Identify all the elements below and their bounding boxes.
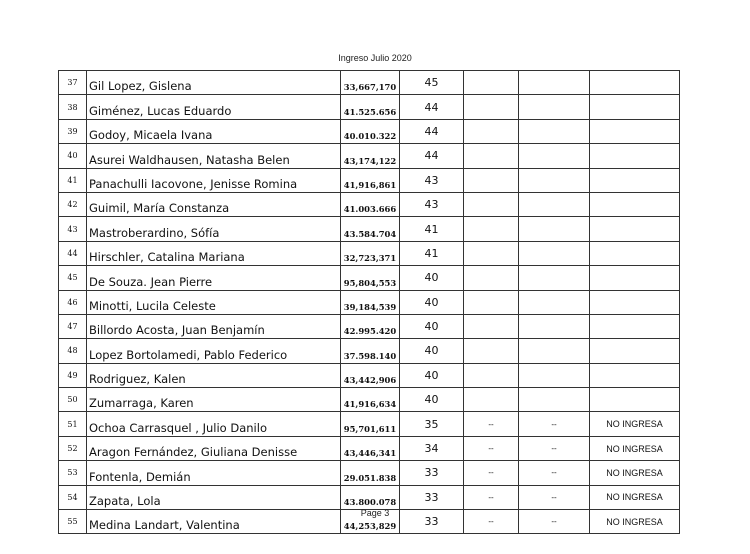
table-row xyxy=(59,485,680,509)
column-b-value: -- xyxy=(519,485,590,509)
column-a-value xyxy=(464,119,519,143)
student-name: Guimil, María Constanza xyxy=(87,192,341,216)
student-name: Godoy, Micaela Ivana xyxy=(87,119,341,143)
dni-number: 41.003.666 xyxy=(341,192,400,216)
row-number: 55 xyxy=(59,510,87,534)
dni-number: 43,442,906 xyxy=(341,363,400,387)
score: 43 xyxy=(400,192,464,216)
admission-status xyxy=(590,192,680,216)
score: 40 xyxy=(400,388,464,412)
score: 40 xyxy=(400,290,464,314)
table-row xyxy=(59,436,680,460)
row-number: 47 xyxy=(59,314,87,338)
column-b-value xyxy=(519,71,590,95)
score: 34 xyxy=(400,436,464,460)
student-name: Fontenla, Demián xyxy=(87,461,341,485)
student-name: Lopez Bortolamedi, Pablo Federico xyxy=(87,339,341,363)
student-name: Mastroberardino, Sófía xyxy=(87,217,341,241)
student-name: Medina Landart, Valentina xyxy=(87,510,341,534)
column-b-value xyxy=(519,388,590,412)
table-row xyxy=(59,388,680,412)
column-b-value xyxy=(519,314,590,338)
student-name: Minotti, Lucila Celeste xyxy=(87,290,341,314)
admission-status xyxy=(590,95,680,119)
dni-number: 95,701,611 xyxy=(341,412,400,436)
column-a-value xyxy=(464,363,519,387)
student-name: Zumarraga, Karen xyxy=(87,388,341,412)
column-a-value: -- xyxy=(464,436,519,460)
column-a-value xyxy=(464,217,519,241)
score: 41 xyxy=(400,241,464,265)
score: 40 xyxy=(400,266,464,290)
score: 33 xyxy=(400,461,464,485)
score: 33 xyxy=(400,510,464,534)
dni-number: 41,916,634 xyxy=(341,388,400,412)
column-b-value xyxy=(519,168,590,192)
student-name: Giménez, Lucas Eduardo xyxy=(87,95,341,119)
admission-status xyxy=(590,144,680,168)
table-row xyxy=(59,144,680,168)
dni-number: 32,723,371 xyxy=(341,241,400,265)
dni-number: 42.995.420 xyxy=(341,314,400,338)
row-number: 49 xyxy=(59,363,87,387)
admission-status xyxy=(590,339,680,363)
admission-status: NO INGRESA xyxy=(590,436,680,460)
column-b-value: -- xyxy=(519,436,590,460)
student-name: Panachulli Iacovone, Jenisse Romina xyxy=(87,168,341,192)
admission-status: NO INGRESA xyxy=(590,412,680,436)
score: 40 xyxy=(400,314,464,338)
column-a-value xyxy=(464,71,519,95)
column-b-value xyxy=(519,363,590,387)
admission-status xyxy=(590,71,680,95)
student-name: Gil Lopez, Gislena xyxy=(87,71,341,95)
dni-number: 37.598.140 xyxy=(341,339,400,363)
table-row xyxy=(59,168,680,192)
table-row xyxy=(59,119,680,143)
row-number: 38 xyxy=(59,95,87,119)
column-a-value xyxy=(464,314,519,338)
row-number: 41 xyxy=(59,168,87,192)
column-a-value: -- xyxy=(464,461,519,485)
results-table xyxy=(58,70,680,534)
admission-status xyxy=(590,266,680,290)
dni-number: 95,804,553 xyxy=(341,266,400,290)
student-name: Billordo Acosta, Juan Benjamín xyxy=(87,314,341,338)
column-b-value xyxy=(519,192,590,216)
dni-number: 43.800.078 xyxy=(341,485,400,509)
score: 44 xyxy=(400,119,464,143)
score: 40 xyxy=(400,339,464,363)
row-number: 50 xyxy=(59,388,87,412)
student-name: Rodriguez, Kalen xyxy=(87,363,341,387)
row-number: 37 xyxy=(59,71,87,95)
column-b-value xyxy=(519,241,590,265)
score: 40 xyxy=(400,363,464,387)
admission-status xyxy=(590,119,680,143)
column-b-value xyxy=(519,217,590,241)
column-b-value xyxy=(519,339,590,363)
row-number: 43 xyxy=(59,217,87,241)
column-a-value: -- xyxy=(464,485,519,509)
admission-status xyxy=(590,241,680,265)
admission-status xyxy=(590,217,680,241)
column-a-value xyxy=(464,144,519,168)
column-b-value: -- xyxy=(519,510,590,534)
column-b-value: -- xyxy=(519,461,590,485)
score: 43 xyxy=(400,168,464,192)
column-a-value xyxy=(464,95,519,119)
admission-status xyxy=(590,314,680,338)
admission-status xyxy=(590,290,680,314)
column-b-value xyxy=(519,144,590,168)
table-row xyxy=(59,461,680,485)
score: 44 xyxy=(400,144,464,168)
table-row xyxy=(59,217,680,241)
admission-status: NO INGRESA xyxy=(590,510,680,534)
row-number: 45 xyxy=(59,266,87,290)
admission-status xyxy=(590,168,680,192)
column-a-value: -- xyxy=(464,510,519,534)
dni-number: 43,446,341 xyxy=(341,436,400,460)
score: 45 xyxy=(400,71,464,95)
row-number: 46 xyxy=(59,290,87,314)
table-row xyxy=(59,290,680,314)
column-a-value: -- xyxy=(464,412,519,436)
dni-number: 44,253,829 xyxy=(341,510,400,534)
table-row xyxy=(59,241,680,265)
admission-status xyxy=(590,363,680,387)
dni-number: 33,667,170 xyxy=(341,71,400,95)
student-name: Zapata, Lola xyxy=(87,485,341,509)
row-number: 39 xyxy=(59,119,87,143)
student-name: Ochoa Carrasquel , Julio Danilo xyxy=(87,412,341,436)
column-b-value xyxy=(519,266,590,290)
student-name: Hirschler, Catalina Mariana xyxy=(87,241,341,265)
row-number: 54 xyxy=(59,485,87,509)
student-name: De Souza. Jean Pierre xyxy=(87,266,341,290)
row-number: 51 xyxy=(59,412,87,436)
dni-number: 43,174,122 xyxy=(341,144,400,168)
row-number: 52 xyxy=(59,436,87,460)
table-row xyxy=(59,412,680,436)
score: 35 xyxy=(400,412,464,436)
row-number: 53 xyxy=(59,461,87,485)
column-a-value xyxy=(464,168,519,192)
dni-number: 29.051.838 xyxy=(341,461,400,485)
dni-number: 41,916,861 xyxy=(341,168,400,192)
row-number: 48 xyxy=(59,339,87,363)
column-b-value xyxy=(519,95,590,119)
dni-number: 41.525.656 xyxy=(341,95,400,119)
score: 44 xyxy=(400,95,464,119)
column-a-value xyxy=(464,339,519,363)
column-b-value xyxy=(519,290,590,314)
admission-status xyxy=(590,388,680,412)
admission-status: NO INGRESA xyxy=(590,461,680,485)
column-a-value xyxy=(464,290,519,314)
table-row xyxy=(59,363,680,387)
results-table-body xyxy=(59,71,680,534)
dni-number: 40.010.322 xyxy=(341,119,400,143)
dni-number: 39,184,539 xyxy=(341,290,400,314)
admission-status: NO INGRESA xyxy=(590,485,680,509)
table-row xyxy=(59,71,680,95)
column-b-value: -- xyxy=(519,412,590,436)
column-a-value xyxy=(464,241,519,265)
score: 41 xyxy=(400,217,464,241)
student-name: Asurei Waldhausen, Natasha Belen xyxy=(87,144,341,168)
table-row xyxy=(59,192,680,216)
table-row xyxy=(59,266,680,290)
table-row xyxy=(59,95,680,119)
column-a-value xyxy=(464,266,519,290)
column-a-value xyxy=(464,388,519,412)
row-number: 42 xyxy=(59,192,87,216)
row-number: 44 xyxy=(59,241,87,265)
score: 33 xyxy=(400,485,464,509)
table-row xyxy=(59,339,680,363)
page-footer: Page 3 xyxy=(360,508,390,518)
table-row xyxy=(59,314,680,338)
page-title: Ingreso Julio 2020 xyxy=(338,53,412,63)
column-a-value xyxy=(464,192,519,216)
dni-number: 43.584.704 xyxy=(341,217,400,241)
student-name: Aragon Fernández, Giuliana Denisse xyxy=(87,436,341,460)
row-number: 40 xyxy=(59,144,87,168)
column-b-value xyxy=(519,119,590,143)
